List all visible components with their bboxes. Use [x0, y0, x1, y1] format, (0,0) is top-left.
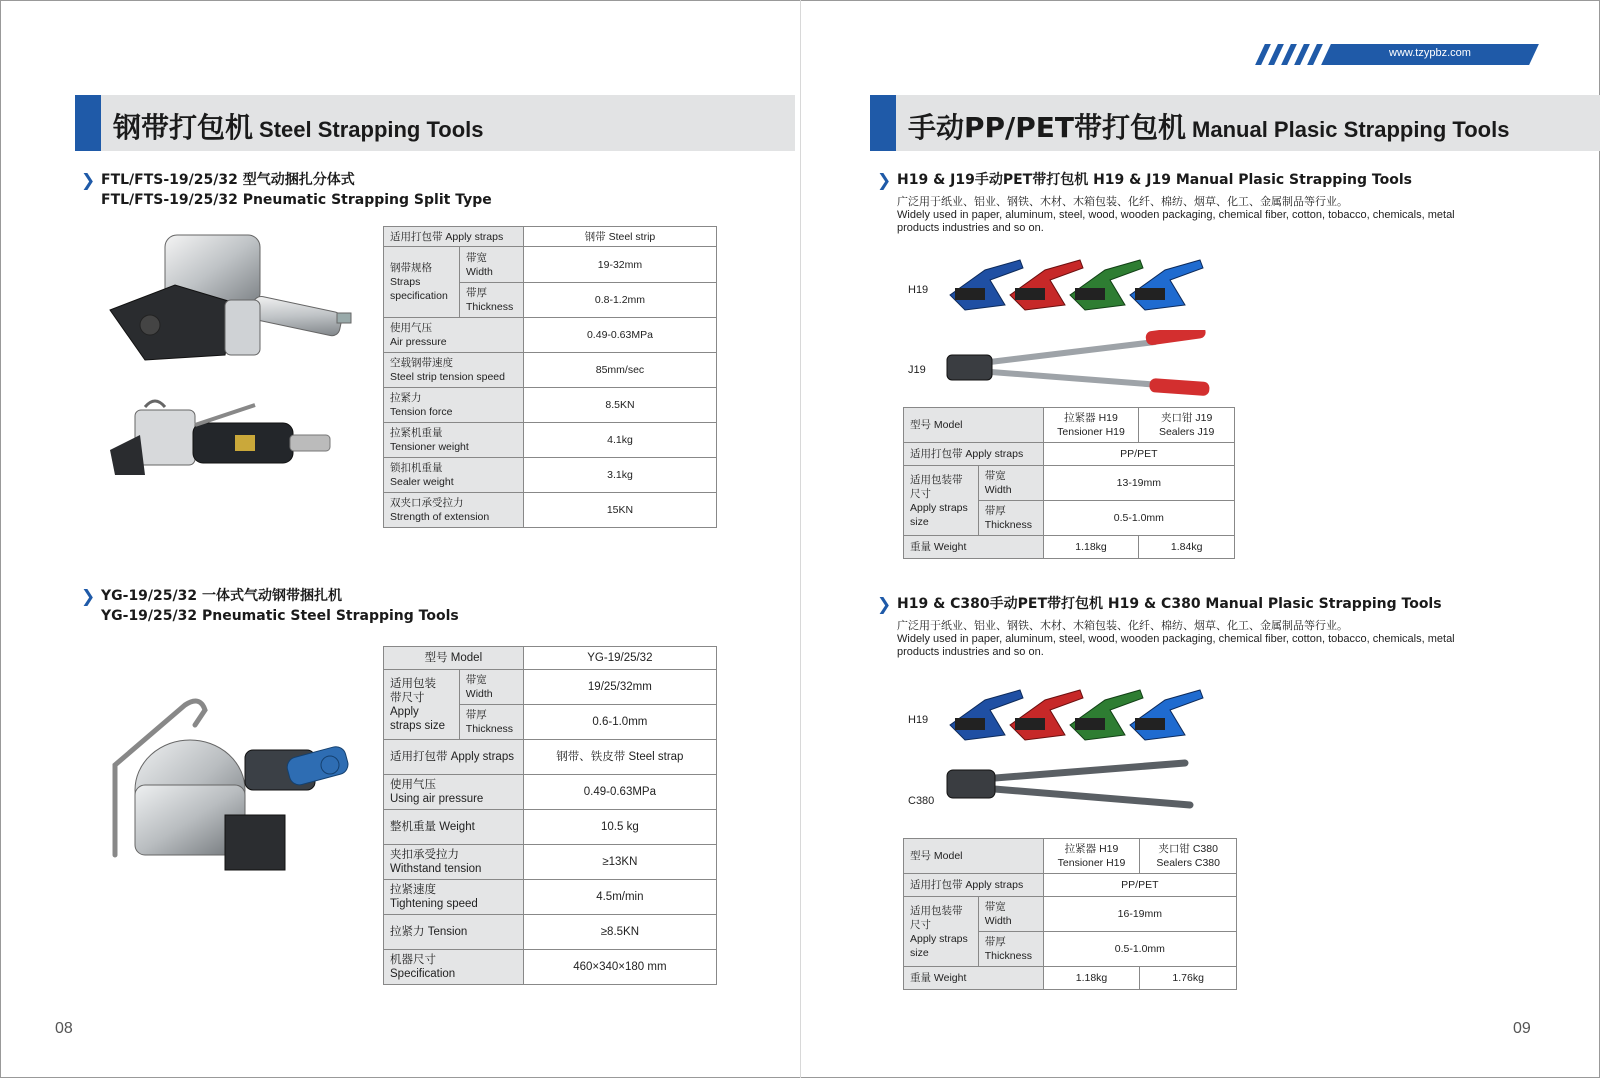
width-value: 16-19mm — [1043, 897, 1236, 932]
product2-heading — [81, 586, 459, 626]
h19-j19-spec-table — [903, 407, 1235, 559]
model-label: 型号 Model — [904, 839, 1044, 874]
table-row: 拉紧速度 Tightening speed 4.5m/min — [384, 880, 717, 915]
table-row: 双夹口承受拉力 Strength of extension 15KN — [384, 493, 717, 528]
pneumatic-tensioner-image — [105, 225, 365, 375]
left-section-header — [75, 95, 795, 151]
product2-title-cn: YG-19/25/32 一体式气动钢带捆扎机 — [101, 588, 342, 604]
thickness-label: 带厚 Thickness — [459, 705, 523, 740]
tool-label-c380: C380 — [908, 795, 935, 807]
product1-title-cn: FTL/FTS-19/25/32 型气动捆扎分体式 — [101, 172, 355, 188]
right-product1-title: H19 & J19手动PET带打包机 H19 & J19 Manual Plasic Strapping Tools — [897, 172, 1412, 188]
table-row: 拉紧机重量 Tensioner weight 4.1kg — [384, 423, 717, 458]
product1-title-en: FTL/FTS-19/25/32 Pneumatic Strapping Split Type — [101, 192, 492, 208]
apply-straps-value: PP/PET — [1043, 443, 1234, 466]
thickness-label: 带厚 Thickness — [978, 501, 1043, 536]
table-row: 机器尺寸 Specification 460×340×180 mm — [384, 950, 717, 985]
website-banner — [1260, 44, 1540, 65]
apply-straps-label: 适用打包带 Apply straps — [904, 443, 1044, 466]
j19-sealer-image — [945, 330, 1220, 400]
straps-size-label: 适用包装带 尺寸 Apply straps size — [904, 897, 979, 967]
model-label: 型号 Model — [904, 408, 1044, 443]
right-product1-heading — [877, 170, 1412, 190]
yg-spec-table — [383, 646, 717, 985]
table-row: 锁扣机重量 Sealer weight 3.1kg — [384, 458, 717, 493]
thickness-value: 0.5-1.0mm — [1043, 932, 1236, 967]
straps-spec-label: 钢带规格 Straps specification — [384, 247, 460, 318]
table-row: 夹扣承受拉力 Withstand tension ≥13KN — [384, 845, 717, 880]
right-header-cn: 手动PP/PET带打包机 — [908, 111, 1187, 144]
page-number-left: 08 — [55, 1020, 73, 1037]
left-header-cn: 钢带打包机 — [113, 111, 254, 144]
width-value: 13-19mm — [1043, 466, 1234, 501]
right-section-header — [870, 95, 1600, 151]
table-row: 空载钢带速度 Steel strip tension speed 85mm/sec — [384, 353, 717, 388]
h19-c380-spec-table — [903, 838, 1237, 990]
model-col2: 夹口钳 C380 Sealers C380 — [1140, 839, 1237, 874]
model-col1: 拉紧器 H19 Tensioner H19 — [1043, 408, 1139, 443]
thickness-label: 带厚 Thickness — [978, 932, 1043, 967]
right-product1-description: 广泛用于纸业、铝业、钢铁、木材、木箱包装、化纤、棉纺、烟草、化工、金属制品等行业。 Widely used in paper, aluminum, steel, wood, wooden packaging, chemical fiber, cotton, tobacco, chemicals, metal products industries and so on. — [897, 196, 1455, 234]
ftl-spec-table — [383, 226, 717, 528]
model-col2: 夹口钳 J19 Sealers J19 — [1139, 408, 1235, 443]
thickness-value: 0.6-1.0mm — [523, 705, 716, 740]
table-row: 使用气压 Using air pressure 0.49-0.63MPa — [384, 775, 717, 810]
product1-heading — [81, 170, 492, 210]
tool-label-h19: H19 — [908, 284, 929, 296]
chevron-right-icon: ❯ — [81, 171, 96, 191]
right-product2-heading — [877, 594, 1442, 614]
tool-label-h19: H19 — [908, 714, 929, 726]
header-accent-block — [75, 95, 101, 151]
product2-title-en: YG-19/25/32 Pneumatic Steel Strapping Tools — [101, 608, 459, 624]
chevron-right-icon: ❯ — [81, 587, 96, 607]
h19-tensioners-image — [945, 680, 1215, 750]
thickness-label: 带厚 Thickness — [459, 283, 523, 318]
apply-straps-label: 适用打包带 Apply straps — [384, 227, 524, 247]
straps-size-label: 适用包装 带尺寸 Apply straps size — [384, 670, 460, 740]
right-product2-title: H19 & C380手动PET带打包机 H19 & C380 Manual Plasic Strapping Tools — [897, 596, 1442, 612]
right-header-en: Manual Plasic Strapping Tools — [1192, 117, 1510, 142]
c380-sealer-image — [945, 755, 1220, 815]
table-row: 整机重量 Weight 10.5 kg — [384, 810, 717, 845]
width-label: 带宽 Width — [978, 897, 1043, 932]
weight-label: 重量 Weight — [904, 967, 1044, 990]
page-spine — [800, 0, 801, 1078]
straps-size-label: 适用包装带 尺寸 Apply straps size — [904, 466, 979, 536]
table-row: 拉紧力 Tension ≥8.5KN — [384, 915, 717, 950]
pneumatic-sealer-image — [105, 395, 350, 485]
weight-value-2: 1.76kg — [1140, 967, 1237, 990]
header-accent-block — [870, 95, 896, 151]
weight-value-1: 1.18kg — [1043, 967, 1140, 990]
apply-straps-value: 钢带 Steel strip — [523, 227, 716, 247]
website-url[interactable]: www.tzypbz.com — [1389, 47, 1471, 59]
table-row: 适用打包带 Apply straps 钢带、铁皮带 Steel strap — [384, 740, 717, 775]
page-number-right: 09 — [1513, 1020, 1531, 1037]
width-value: 19-32mm — [523, 247, 716, 283]
model-col1: 拉紧器 H19 Tensioner H19 — [1043, 839, 1140, 874]
yg-strapping-tool-image — [105, 695, 365, 895]
thickness-value: 0.8-1.2mm — [523, 283, 716, 318]
model-label: 型号 Model — [384, 647, 524, 670]
apply-straps-label: 适用打包带 Apply straps — [904, 874, 1044, 897]
width-label: 带宽 Width — [459, 670, 523, 705]
left-header-en: Steel Strapping Tools — [259, 117, 484, 142]
thickness-value: 0.5-1.0mm — [1043, 501, 1234, 536]
width-label: 带宽 Width — [978, 466, 1043, 501]
model-value: YG-19/25/32 — [523, 647, 716, 670]
weight-value-2: 1.84kg — [1139, 536, 1235, 559]
apply-straps-value: PP/PET — [1043, 874, 1236, 897]
right-product2-description: 广泛用于纸业、铝业、钢铁、木材、木箱包装、化纤、棉纺、烟草、化工、金属制品等行业。 Widely used in paper, aluminum, steel, wood, wooden packaging, chemical fiber, cotton, tobacco, chemicals, metal products industries and so on. — [897, 620, 1455, 658]
chevron-right-icon: ❯ — [877, 595, 892, 615]
h19-tensioners-image — [945, 250, 1215, 320]
tool-label-j19: J19 — [908, 364, 926, 376]
weight-label: 重量 Weight — [904, 536, 1044, 559]
width-value: 19/25/32mm — [523, 670, 716, 705]
table-row: 拉紧力 Tension force 8.5KN — [384, 388, 717, 423]
table-row: 使用气压 Air pressure 0.49-0.63MPa — [384, 318, 717, 353]
width-label: 带宽 Width — [459, 247, 523, 283]
chevron-right-icon: ❯ — [877, 171, 892, 191]
weight-value-1: 1.18kg — [1043, 536, 1139, 559]
